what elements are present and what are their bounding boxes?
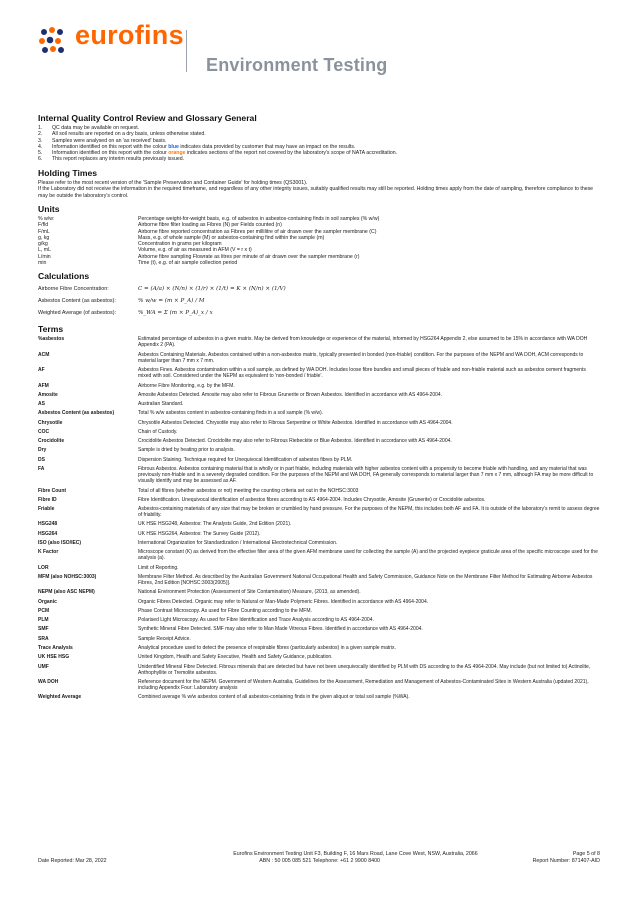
- term-row-value: Australian Standard.: [138, 401, 184, 408]
- unit-row-value: Mass, e.g. of whole sample (M) or asbestos-containing find within the sample (m): [138, 234, 325, 241]
- term-row-key: AF: [38, 367, 45, 374]
- unit-row-key: % w/w:: [38, 216, 55, 222]
- term-row-key: Crocidolite: [38, 438, 65, 445]
- term-row: [38, 617, 600, 623]
- term-row: [38, 466, 600, 484]
- term-row-key: AS: [38, 401, 45, 408]
- term-row-key: SRA: [38, 635, 49, 642]
- term-row-value: Airborne Fibre Monitoring, e.g. by the MFM.: [138, 382, 235, 389]
- term-row: [38, 608, 600, 614]
- calc-formula: % w/w = (m × P_A) / M: [138, 298, 205, 305]
- qc-item-number: 6.: [38, 156, 43, 163]
- term-row-value: United Kingdom, Health and Safety Executive, Health and Safety Guidance, publication.: [138, 654, 333, 661]
- calc-row: [38, 307, 600, 319]
- term-row: [38, 420, 600, 426]
- term-row-key: ISO (also ISO/IEC): [38, 540, 82, 546]
- term-row-key: UMF: [38, 663, 49, 670]
- term-row: [38, 565, 600, 571]
- term-row-key: MFM (also NOHSC:3003): [38, 573, 97, 580]
- term-row-value: Membrane Filter Method. As described by the Australian Government National Occupational Health and Safety Commission, Guidance Note on the Membrane Filter Method for Estimating Airborne Asbestos Fibres, 2nd Edition [NOHSC:3003(2005)].: [138, 573, 593, 587]
- calc-label: Airborne Fibre Concentration:: [38, 286, 109, 293]
- term-row: [38, 679, 600, 691]
- term-row: [38, 599, 600, 605]
- footer-address: Eurofins Environment Testing Unit F3, Building F, 16 Mars Road, Lane Cove West, NSW, Australia, 2066: [233, 851, 478, 857]
- term-row: [38, 626, 600, 632]
- term-row-value: Phase Contrast Microscopy. As used for Fibre Counting according to the MFM.: [138, 607, 312, 614]
- unit-row-key: L, mL: [38, 247, 51, 254]
- term-row-value: Limit of Reporting.: [138, 564, 179, 571]
- unit-row-key: F/fld: [38, 222, 49, 229]
- unit-row-value: Airborne fibre filter loading as Fibres (N) per Fields counted (n): [138, 222, 282, 229]
- term-row: [38, 506, 600, 518]
- term-row: [38, 636, 600, 642]
- term-row-key: LOR: [38, 564, 49, 571]
- term-row-key: AFM: [38, 382, 49, 389]
- term-row-key: PCM: [38, 607, 50, 614]
- term-row-value: Asbestos Fines. Asbestos contamination within a soil sample, as defined by WA DOH. Includes loose fibre bundles and small pieces of friable and non-friable material such as asbestos cement fragments mixed with soil. Considered under the NEPM as equivalent to 'non-bonded / friable'.: [138, 367, 586, 380]
- unit-row-key: g/kg: [38, 241, 48, 248]
- unit-row-value: Percentage weight-for-weight basis, e.g. of asbestos in asbestos-containing finds in soil samples (% w/w): [138, 216, 380, 222]
- footer-row: [38, 858, 600, 865]
- term-row-value: Chain of Custody.: [138, 428, 178, 435]
- term-row: [38, 574, 600, 586]
- qc-item-text: indicates data provided by customer that may have an impact on the results.: [178, 143, 356, 150]
- qc-item-text: indicates sections of the report not covered by the laboratory's scope of NATA accreditation.: [185, 150, 398, 157]
- calc-row: [38, 283, 600, 295]
- qc-item: [38, 156, 600, 162]
- term-row: [38, 531, 600, 537]
- terms-section: [38, 324, 600, 700]
- term-row-value: National Environment Protection (Assessment of Site Contamination) Measure, (2013, as amended).: [138, 589, 361, 596]
- qc-item-number: 5.: [38, 150, 43, 157]
- term-row-value: Estimated percentage of asbestos in a given matrix. May be derived from knowledge or experience of the material, informed by HSG264 Appendix 2, else assumed to be 15% in accordance with WA DOH Appendix 2 (PA).: [138, 336, 588, 349]
- term-row-key: K Factor: [38, 549, 59, 556]
- unit-row: [38, 260, 600, 266]
- term-row: [38, 645, 600, 651]
- term-row: [38, 521, 600, 527]
- term-row-key: Fibre ID: [38, 496, 57, 503]
- term-row-value: Asbestos Containing Materials. Asbestos contained within a non-asbestos matrix, typically presented in bonded (non-friable) condition. For the purposes of the NEPM and WA DOH, ACM corresponds to material larger than 7 mm x 7 mm.: [138, 351, 584, 364]
- term-row-value: UK HSE HSG248, Asbestos: The Analysts Guide, 2nd Edition (2021).: [138, 521, 292, 528]
- holding-heading: Holding Times: [38, 167, 98, 178]
- term-row-value: Asbestos-containing materials of any size that may be broken or crumbled by hand pressure. For the purposes of the NEPM, this includes both AF and FA. It is outside of the laboratory's remit to assess degree of friability.: [138, 506, 600, 519]
- term-row-key: Friable: [38, 506, 55, 513]
- qc-heading: Internal Quality Control Review and Glossary General: [38, 113, 257, 123]
- calc-label: Weighted Average (of asbestos):: [38, 310, 117, 317]
- header-title: Environment Testing: [206, 55, 388, 75]
- term-row-key: Weighted Average: [38, 694, 82, 701]
- terms-heading: Terms: [38, 324, 64, 335]
- term-row-value: International Organization for Standardization / International Electrotechnical Commission.: [138, 540, 338, 546]
- term-row: [38, 589, 600, 595]
- qc-item-text: QC data may be available on request.: [52, 125, 140, 131]
- term-row: [38, 447, 600, 453]
- term-row-key: DS: [38, 456, 45, 463]
- calc-formula: %_WA = Σ (m × P_A)_x / x: [138, 310, 213, 317]
- term-row: [38, 549, 600, 561]
- term-row-value: Microscope constant (K) as derived from the effective filter area of the given AFM membrane used for collecting the sample (A) and the projected eyepiece graticule area of the specific microscope used for the analysis (a).: [138, 549, 598, 562]
- qc-item-number: 1.: [38, 125, 43, 131]
- holding-paragraph: If the Laboratory did not receive the information in the required timeframe, and regardless of any other integrity issues, suitably qualified results may still be reported. Holding times apply from the date of sampling, therefore compliance to these may be outside the laboratory's control.: [38, 186, 594, 199]
- term-row-key: NEPM (also ASC NEPM): [38, 589, 95, 596]
- term-row-key: Asbestos Content (as asbestos): [38, 410, 115, 417]
- term-row-key: FA: [38, 466, 45, 473]
- main-content: [38, 113, 600, 705]
- term-row: [38, 367, 600, 379]
- term-row: [38, 392, 600, 398]
- term-row-value: Total of all fibres (whether asbestos or not) meeting the counting criteria set out in the NOHSC:3003: [138, 487, 359, 494]
- term-row-value: Polarised Light Microscopy. As used for Fibre Identification and Trace Analysis according to AS 4964-2004.: [138, 617, 374, 624]
- calc-label: Asbestos Content (as asbestos):: [38, 298, 116, 305]
- term-row-key: Amosite: [38, 391, 58, 398]
- qc-section: [38, 113, 600, 163]
- qc-item-number: 4.: [38, 143, 43, 150]
- term-row-key: Dry: [38, 447, 47, 454]
- term-row: [38, 488, 600, 494]
- unit-row-value: Volume, e.g. of air as measured in AFM (V = r x t): [138, 247, 252, 254]
- term-row-value: Fibre Identification. Unequivocal identification of asbestos fibres according to AS 4964-2004. Includes Chrysotile, Amosite (Grunerite) or Crocidolite asbestos.: [138, 496, 486, 503]
- qc-item-text: Information identified on this report with the colour: [52, 150, 169, 157]
- footer-date-reported: Date Reported: Mar 28, 2022: [38, 858, 107, 864]
- calculations-section: [38, 271, 600, 319]
- calculations-heading: Calculations: [38, 271, 90, 282]
- page-header: [0, 0, 637, 95]
- term-row-key: PLM: [38, 617, 49, 624]
- term-row-key: WA DOH: [38, 678, 59, 685]
- calc-row: [38, 295, 600, 307]
- unit-row-key: L/min: [38, 253, 51, 260]
- calc-formula: C = (A/a) × (N/n) × (1/r) × (1/t) = K × (N/n) × (1/V): [138, 286, 286, 293]
- term-row: [38, 352, 600, 364]
- term-row: [38, 540, 600, 546]
- term-row-key: HSG248: [38, 521, 58, 528]
- units-section: [38, 204, 600, 266]
- units-heading: Units: [38, 204, 60, 214]
- unit-row-value: Airborne fibre sampling Flowrate as litres per minute of air drawn over the sampler membrane (r): [138, 253, 360, 260]
- qc-item-text: Samples were analysed on an 'as received' basis.: [52, 137, 167, 144]
- unit-row-value: Airborne fibre reported concentration as Fibres per millilitre of air drawn over the sampler membrane (C): [138, 228, 377, 235]
- qc-item-text: All soil results are reported on a dry basis, unless otherwise stated.: [52, 131, 206, 138]
- term-row-key: Trace Analysis: [38, 645, 73, 651]
- term-row: [38, 429, 600, 435]
- term-row-key: SMF: [38, 626, 49, 633]
- term-row-value: Sample is dried by heating prior to analysis.: [138, 447, 235, 454]
- term-row-value: Unidentified Mineral Fibre Detected. Fibrous minerals that are detected but have not been unequivocally identified by PLM with DS according to the AS 4964-2004. May include (but not limited to) Actinolite, Anthophyllite or Tremolite asbestos.: [138, 663, 591, 676]
- eurofins-logo-text: eurofins: [75, 20, 184, 50]
- qc-item-text: This report replaces any interim results previously issued.: [52, 156, 185, 163]
- unit-row-key: F/mL: [38, 228, 50, 235]
- qc-item-number: 2.: [38, 131, 43, 138]
- term-row-value: Fibrous Asbestos. Asbestos containing material that is wholly or in part friable, including materials with higher asbestos content with a propensity to become friable with handling, and any material that was previously non-friable and in a severely degraded condition. For the purposes of the NEPM and WA DOH, FA generally corresponds to material larger than 7 mm x 7 mm, although FA may be more difficult to visually identify and may be assessed as AF.: [138, 466, 594, 485]
- term-row-key: ACM: [38, 351, 50, 358]
- footer-row: [38, 851, 600, 858]
- term-row-value: Analytical procedure used to detect the presence of respirable fibres (particularly asbestos) in a given sample matrix.: [138, 645, 396, 651]
- term-row-key: COC: [38, 428, 50, 435]
- term-row: [38, 497, 600, 503]
- term-row: [38, 664, 600, 676]
- page-footer: [38, 851, 600, 865]
- unit-row-key: min: [38, 260, 47, 267]
- unit-row-value: Time (t), e.g. of air sample collection period: [138, 260, 238, 267]
- term-row-key: Chrysotile: [38, 419, 63, 426]
- term-row: [38, 410, 600, 416]
- term-row-value: UK HSE HSG264, Asbestos: The Survey Guide (2012).: [138, 530, 261, 537]
- term-row-key: Organic: [38, 598, 57, 605]
- term-row: [38, 336, 600, 348]
- term-row: [38, 383, 600, 389]
- terms-list: [38, 336, 600, 700]
- footer-report-number: Report Number: 871407-AID: [532, 858, 600, 864]
- term-row-value: Sample Receipt Advice.: [138, 635, 191, 642]
- term-row-key: HSG264: [38, 530, 58, 537]
- term-row-value: Chrysotile Asbestos Detected. Chrysotile may also refer to Fibrous Serpentine or White Asbestos. Identified in accordance with AS 4964-2004.: [138, 419, 453, 426]
- footer-page-number: Page 5 of 8: [572, 851, 600, 857]
- term-row-key: %asbestos: [38, 336, 65, 343]
- orange-colour-word: orange: [168, 150, 186, 157]
- term-row-value: Amosite Asbestos Detected. Amosite may also refer to Fibrous Grunerite or Brown Asbestos. Identified in accordance with AS 4964-2004.: [138, 391, 443, 398]
- term-row-value: Reference document for the NEPM. Government of Western Australia, Guidelines for the Assessment, Remediation and Management of Asbestos-Contaminated Sites in Western Australia (updated 2021), including Appendix Four: Laboratory analysis: [138, 678, 589, 692]
- term-row: [38, 654, 600, 660]
- term-row-value: Combined average % w/w asbestos content of all asbestos-containing finds in the given aliquot or total soil sample (%WA).: [138, 694, 410, 701]
- qc-item-number: 3.: [38, 137, 43, 144]
- term-row-value: Crocidolite Asbestos Detected. Crocidolite may also refer to Fibrous Riebeckite or Blue Asbestos. Identified in accordance with AS 4964-2004.: [138, 438, 452, 445]
- term-row-key: Fibre Count: [38, 487, 67, 494]
- term-row-value: Organic Fibres Detected. Organic may refer to Natural or Man-Made Polymeric Fibres. Identified in accordance with AS 4964-2004.: [138, 598, 429, 605]
- term-row-value: Synthetic Mineral Fibre Detected. SMF may also refer to Man Made Vitreous Fibres. Identified in accordance with AS 4964-2004.: [138, 626, 423, 633]
- units-list: [38, 216, 600, 266]
- term-row-key: UK HSE HSG: [38, 654, 70, 661]
- blue-colour-word: blue: [168, 143, 179, 150]
- term-row: [38, 438, 600, 444]
- term-row: [38, 694, 600, 700]
- holding-section: [38, 168, 600, 199]
- term-row-value: Total % w/w asbestos content in asbestos-containing finds in a soil sample (% w/w).: [138, 410, 324, 417]
- term-row: [38, 401, 600, 407]
- unit-row-key: g, kg: [38, 234, 50, 241]
- header-divider: [186, 30, 187, 72]
- term-row-value: Dispersion Staining. Technique required for Unequivocal Identification of asbestos fibres by PLM.: [138, 456, 353, 463]
- eurofins-logo-icon: [38, 26, 72, 56]
- footer-contact: ABN : 50 005 085 521 Telephone: +61 2 9900 8400: [259, 858, 380, 864]
- qc-item-text: Information identified on this report with the colour: [52, 143, 169, 150]
- unit-row-value: Concentration in grams per kilogram: [138, 241, 222, 248]
- holding-paragraph: Please refer to the most recent version of the 'Sample Preservation and Container Guide' for holding times (QS3001).: [38, 179, 308, 186]
- term-row: [38, 457, 600, 463]
